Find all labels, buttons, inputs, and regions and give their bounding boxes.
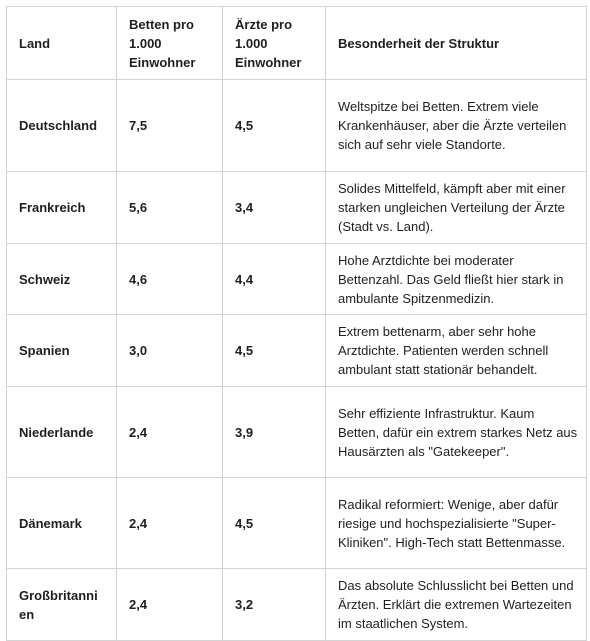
- health-comparison-table: [6, 6, 587, 641]
- header-struktur: Besonderheit der Struktur: [326, 7, 587, 80]
- cell-aerzte: 4,5: [223, 478, 326, 569]
- table-row: [7, 315, 587, 387]
- table-row: [7, 387, 587, 478]
- cell-struktur: Weltspitze bei Betten. Extrem viele Krankenhäuser, aber die Ärzte verteilen sich auf sehr viele Standorte.: [326, 80, 587, 172]
- cell-struktur: Radikal reformiert: Wenige, aber dafür riesige und hochspezialisierte "Super-Kliniken". High-Tech statt Bettenmasse.: [326, 478, 587, 569]
- table-row: [7, 80, 587, 172]
- cell-aerzte: 4,5: [223, 80, 326, 172]
- table-row: [7, 569, 587, 641]
- cell-struktur: Sehr effiziente Infrastruktur. Kaum Betten, dafür ein extrem starkes Netz aus Hausärzten als "Gatekeeper".: [326, 387, 587, 478]
- table-row: [7, 244, 587, 315]
- cell-betten: 5,6: [117, 172, 223, 244]
- cell-betten: 3,0: [117, 315, 223, 387]
- cell-betten: 7,5: [117, 80, 223, 172]
- cell-land: Schweiz: [7, 244, 117, 315]
- cell-betten: 2,4: [117, 478, 223, 569]
- header-aerzte: Ärzte pro 1.000 Einwohner: [223, 7, 326, 80]
- cell-struktur: Das absolute Schlusslicht bei Betten und Ärzten. Erklärt die extremen Wartezeiten im staatlichen System.: [326, 569, 587, 641]
- cell-struktur: Solides Mittelfeld, kämpft aber mit einer starken ungleichen Verteilung der Ärzte (Stadt vs. Land).: [326, 172, 587, 244]
- cell-aerzte: 3,4: [223, 172, 326, 244]
- header-row: [7, 7, 587, 80]
- cell-betten: 2,4: [117, 387, 223, 478]
- cell-aerzte: 4,5: [223, 315, 326, 387]
- cell-land: Frankreich: [7, 172, 117, 244]
- cell-struktur: Hohe Arztdichte bei moderater Bettenzahl. Das Geld fließt hier stark in ambulante Spitzenmedizin.: [326, 244, 587, 315]
- cell-land: Dänemark: [7, 478, 117, 569]
- cell-aerzte: 4,4: [223, 244, 326, 315]
- cell-land: Spanien: [7, 315, 117, 387]
- cell-aerzte: 3,9: [223, 387, 326, 478]
- cell-land: Niederlande: [7, 387, 117, 478]
- table-header: [7, 7, 587, 80]
- cell-land: Großbritannien: [7, 569, 117, 641]
- cell-aerzte: 3,2: [223, 569, 326, 641]
- header-betten: Betten pro 1.000 Einwohner: [117, 7, 223, 80]
- cell-land: Deutschland: [7, 80, 117, 172]
- table-row: [7, 172, 587, 244]
- cell-betten: 2,4: [117, 569, 223, 641]
- cell-struktur: Extrem bettenarm, aber sehr hohe Arztdichte. Patienten werden schnell ambulant statt stationär behandelt.: [326, 315, 587, 387]
- table-row: [7, 478, 587, 569]
- table-body: [7, 80, 587, 641]
- cell-betten: 4,6: [117, 244, 223, 315]
- header-land: Land: [7, 7, 117, 80]
